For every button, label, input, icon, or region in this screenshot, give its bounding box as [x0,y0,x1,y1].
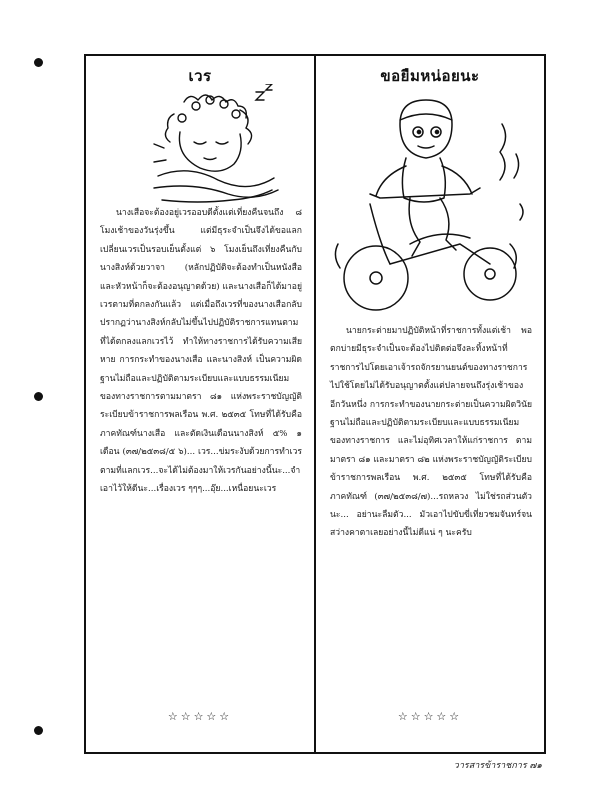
left-column-body: นางเสือจะต้องอยู่เวรออบดีตั้งแต่เที่ยงคืนจนถึง ๘ โมงเช้าของวันรุ่งขึ้น แต่มีธุระจำเป็นจึงได้ขอแลกเปลี่ยนเวรเป็นรอบเย็นตั้งแต่ ๖ โมงเย็นถึงเที่ยงคืนกับนางสิงห์ด้วยวาจา (หลักปฏิบัติจะต้องทำเป็นหนังสือ และหัวหน้าก็จะต้องอนุญาตด้วย) และนางเสือก็ได้มาอยู่เวรตามที่ตกลงกันแล้ว แต่เมื่อถึงเวรที่ของนางเสือกลับปรากฏว่านางสิงห์กลับไม่ขึ้นไปปฏิบัติราชการแทนตามที่ได้ตกลงแลกเวรไว้ ทำให้ทางราชการได้รับความเสียหาย การกระทำของนางเสือ และนางสิงห์ เป็นความผิดฐานไม่ถือและปฏิบัติตามระเบียบและแบบธรรมเนียมของทางราชการตามมาตรา ๘๑ แห่งพระราชบัญญัติระเบียบข้าราชการพลเรือน พ.ศ. ๒๕๓๕ โทษที่ได้รับคือ ภาคทัณฑ์นางเสือ และตัดเงินเดือนนางสิงห์ ๕% ๑ เดือน (๓๗/๒๕๓๘/๕ ๖)... เวร...ข่มระงับด้วยการทำเวรตามที่แลกเวร...จะได้ไม่ต้องมาให้เวรกันอย่างนี้นะ...จำเอาไว้ให้ดีนะ...เรื่องเวร ๆๆๆ...อุ๊ย...เหนื่อยนะเวร [100,208,302,495]
binder-hole-middle [34,392,43,401]
right-column-title: ขอยืมหน่อยนะ [380,67,480,85]
right-column-stars: ☆☆☆☆☆ [397,710,463,723]
column-left [86,54,314,754]
page-footer-label: วารสารข้าราชการ ๗๑ [453,761,542,771]
sleeping-woman-illustration [144,84,284,214]
left-column-title: เวร [188,67,212,85]
right-column-body: นายกระต่ายมาปฏิบัติหน้าที่ราชการทั้งแต่เช้า พอตกบ่ายมีธุระจำเป็นจะต้องไปติดต่อจึงละทิ้งหน้าที่ราชการไปโดยเอาเจ้ารถจักรยานยนต์ของทางราชการไปใช้โดยไม่ได้รับอนุญาตตั้งแต่ปลายจนถึงรุ่งเช้าของอีกวันหนึ่ง การกระทำของนายกระต่ายเป็นความผิดวินัยฐานไม่ถือและปฏิบัติตามระเบียบและแบบธรรมเนียมของทางราชการ และไม่อุทิศเวลาให้แก่ราชการ ตามมาตรา ๘๑ และมาตรา ๘๒ แห่งพระราชบัญญัติระเบียบข้าราชการพลเรือน พ.ศ. ๒๕๓๕ โทษที่ได้รับคือ ภาคทัณฑ์ (๓๗/๒๕๓๘/๗)...รถหลวง ไม่ใช่รถส่วนตัวนะ... อย่านะลืมตัว... มัวเอาไปขับขี่เที่ยวชมจันทร์จนสว่างคาตาเลยอย่างนี้ไม่ดีแน่ ๆ นะครับ [330,326,532,539]
column-right [316,54,544,754]
left-column-stars: ☆☆☆☆☆ [167,710,233,723]
binder-hole-top [34,58,43,67]
man-on-motorcycle-illustration [330,94,530,324]
binder-hole-bottom [34,726,43,735]
